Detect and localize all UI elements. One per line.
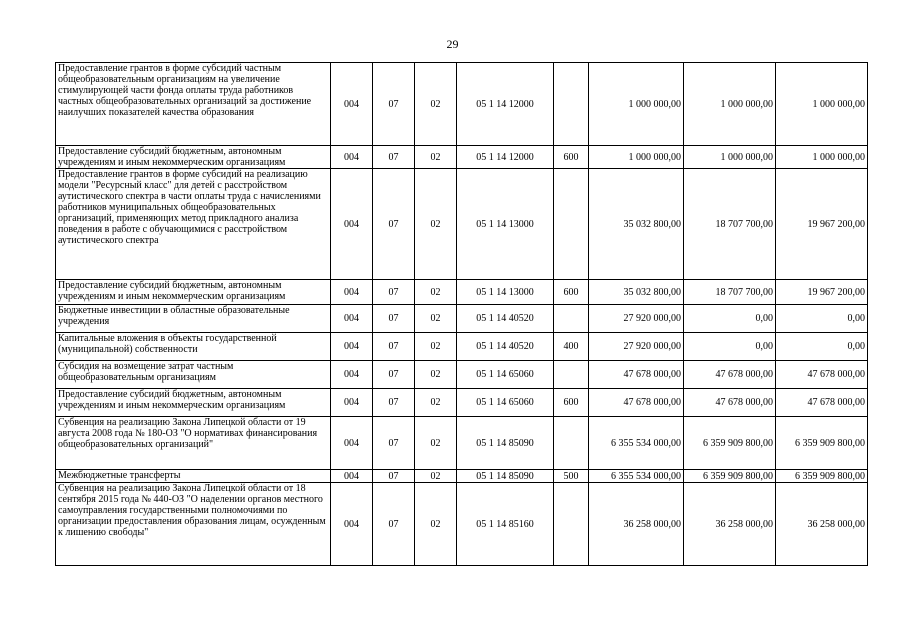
row-name: Субвенция на реализацию Закона Липецкой области от 19 августа 2008 года № 180-ОЗ "О нормативах финансирования общеобразовательных организаций" <box>56 417 331 470</box>
section-code: 07 <box>373 483 415 566</box>
table-row <box>56 146 868 169</box>
amount-year-3: 1 000 000,00 <box>776 146 868 169</box>
row-name: Предоставление субсидий бюджетным, автономным учреждениям и иным некоммерческим организациям <box>56 146 331 169</box>
row-name: Предоставление субсидий бюджетным, автономным учреждениям и иным некоммерческим организациям <box>56 280 331 305</box>
page-number: 29 <box>446 37 459 51</box>
target-article-code: 05 1 14 85090 <box>457 470 554 483</box>
amount-year-3: 47 678 000,00 <box>776 361 868 389</box>
table-row <box>56 305 868 333</box>
amount-year-2: 18 707 700,00 <box>684 280 776 305</box>
target-article-code: 05 1 14 40520 <box>457 333 554 361</box>
table-row <box>56 333 868 361</box>
amount-year-2: 6 359 909 800,00 <box>684 417 776 470</box>
amount-year-2: 47 678 000,00 <box>684 361 776 389</box>
amount-year-1: 35 032 800,00 <box>589 169 684 280</box>
amount-year-3: 19 967 200,00 <box>776 169 868 280</box>
amount-year-1: 35 032 800,00 <box>589 280 684 305</box>
row-name: Предоставление грантов в форме субсидий частным общеобразовательным организациям на увеличение стимулирующей части фонда оплаты труда работников частных общеобразовательных организаций за достижение наилучших показателей качества образования <box>56 63 331 146</box>
amount-year-1: 1 000 000,00 <box>589 146 684 169</box>
ved-code: 004 <box>331 305 373 333</box>
section-code: 07 <box>373 417 415 470</box>
amount-year-3: 0,00 <box>776 333 868 361</box>
subsection-code: 02 <box>415 389 457 417</box>
amount-year-1: 6 355 534 000,00 <box>589 417 684 470</box>
ved-code: 004 <box>331 417 373 470</box>
target-article-code: 05 1 14 12000 <box>457 63 554 146</box>
amount-year-1: 27 920 000,00 <box>589 333 684 361</box>
table-row <box>56 280 868 305</box>
amount-year-2: 0,00 <box>684 305 776 333</box>
target-article-code: 05 1 14 13000 <box>457 169 554 280</box>
subsection-code: 02 <box>415 483 457 566</box>
amount-year-3: 47 678 000,00 <box>776 389 868 417</box>
row-name: Предоставление грантов в форме субсидий на реализацию модели "Ресурсный класс" для детей с расстройством аутистического спектра в части оплаты труда с начислениями работников муниципальных общеобразовательных организаций, применяющих метод прикладного анализа поведения в работе с обучающимися с расстройством аутистического спектра <box>56 169 331 280</box>
row-name: Бюджетные инвестиции в областные образовательные учреждения <box>56 305 331 333</box>
table-row <box>56 483 868 566</box>
ved-code: 004 <box>331 63 373 146</box>
subsection-code: 02 <box>415 305 457 333</box>
section-code: 07 <box>373 146 415 169</box>
subsection-code: 02 <box>415 63 457 146</box>
expense-type-code: 600 <box>554 389 589 417</box>
row-name: Предоставление субсидий бюджетным, автономным учреждениям и иным некоммерческим организациям <box>56 389 331 417</box>
amount-year-3: 6 359 909 800,00 <box>776 470 868 483</box>
amount-year-1: 47 678 000,00 <box>589 361 684 389</box>
target-article-code: 05 1 14 85090 <box>457 417 554 470</box>
section-code: 07 <box>373 280 415 305</box>
target-article-code: 05 1 14 40520 <box>457 305 554 333</box>
table-row <box>56 361 868 389</box>
section-code: 07 <box>373 333 415 361</box>
amount-year-3: 0,00 <box>776 305 868 333</box>
subsection-code: 02 <box>415 169 457 280</box>
amount-year-3: 36 258 000,00 <box>776 483 868 566</box>
expense-type-code: 500 <box>554 470 589 483</box>
amount-year-2: 1 000 000,00 <box>684 146 776 169</box>
table-row <box>56 389 868 417</box>
amount-year-2: 47 678 000,00 <box>684 389 776 417</box>
target-article-code: 05 1 14 85160 <box>457 483 554 566</box>
ved-code: 004 <box>331 389 373 417</box>
expense-type-code <box>554 417 589 470</box>
amount-year-1: 27 920 000,00 <box>589 305 684 333</box>
row-name: Межбюджетные трансферты <box>56 470 331 483</box>
section-code: 07 <box>373 470 415 483</box>
section-code: 07 <box>373 63 415 146</box>
amount-year-1: 47 678 000,00 <box>589 389 684 417</box>
amount-year-2: 6 359 909 800,00 <box>684 470 776 483</box>
ved-code: 004 <box>331 280 373 305</box>
row-name: Субвенция на реализацию Закона Липецкой области от 18 сентября 2015 года № 440-ОЗ "О наделении органов местного самоуправления государственными полномочиями по организации предоставления образования лицам, осужденным к лишению свободы" <box>56 483 331 566</box>
table-row <box>56 169 868 280</box>
expense-type-code: 600 <box>554 146 589 169</box>
amount-year-2: 1 000 000,00 <box>684 63 776 146</box>
ved-code: 004 <box>331 470 373 483</box>
subsection-code: 02 <box>415 280 457 305</box>
table-row <box>56 417 868 470</box>
table-row <box>56 63 868 146</box>
amount-year-3: 6 359 909 800,00 <box>776 417 868 470</box>
row-name: Субсидия на возмещение затрат частным общеобразовательным организациям <box>56 361 331 389</box>
target-article-code: 05 1 14 12000 <box>457 146 554 169</box>
subsection-code: 02 <box>415 470 457 483</box>
ved-code: 004 <box>331 169 373 280</box>
ved-code: 004 <box>331 361 373 389</box>
expense-type-code <box>554 483 589 566</box>
subsection-code: 02 <box>415 333 457 361</box>
ved-code: 004 <box>331 146 373 169</box>
target-article-code: 05 1 14 65060 <box>457 389 554 417</box>
expense-type-code: 400 <box>554 333 589 361</box>
amount-year-2: 18 707 700,00 <box>684 169 776 280</box>
expense-type-code <box>554 305 589 333</box>
target-article-code: 05 1 14 65060 <box>457 361 554 389</box>
section-code: 07 <box>373 305 415 333</box>
amount-year-1: 6 355 534 000,00 <box>589 470 684 483</box>
expense-type-code <box>554 63 589 146</box>
table-body <box>56 63 868 566</box>
section-code: 07 <box>373 169 415 280</box>
subsection-code: 02 <box>415 361 457 389</box>
row-name: Капитальные вложения в объекты государственной (муниципальной) собственности <box>56 333 331 361</box>
target-article-code: 05 1 14 13000 <box>457 280 554 305</box>
amount-year-2: 36 258 000,00 <box>684 483 776 566</box>
amount-year-2: 0,00 <box>684 333 776 361</box>
amount-year-3: 19 967 200,00 <box>776 280 868 305</box>
expense-type-code: 600 <box>554 280 589 305</box>
subsection-code: 02 <box>415 146 457 169</box>
amount-year-1: 36 258 000,00 <box>589 483 684 566</box>
subsection-code: 02 <box>415 417 457 470</box>
section-code: 07 <box>373 389 415 417</box>
ved-code: 004 <box>331 333 373 361</box>
amount-year-3: 1 000 000,00 <box>776 63 868 146</box>
budget-table <box>55 62 868 566</box>
ved-code: 004 <box>331 483 373 566</box>
expense-type-code <box>554 169 589 280</box>
table-row <box>56 470 868 483</box>
section-code: 07 <box>373 361 415 389</box>
expense-type-code <box>554 361 589 389</box>
amount-year-1: 1 000 000,00 <box>589 63 684 146</box>
